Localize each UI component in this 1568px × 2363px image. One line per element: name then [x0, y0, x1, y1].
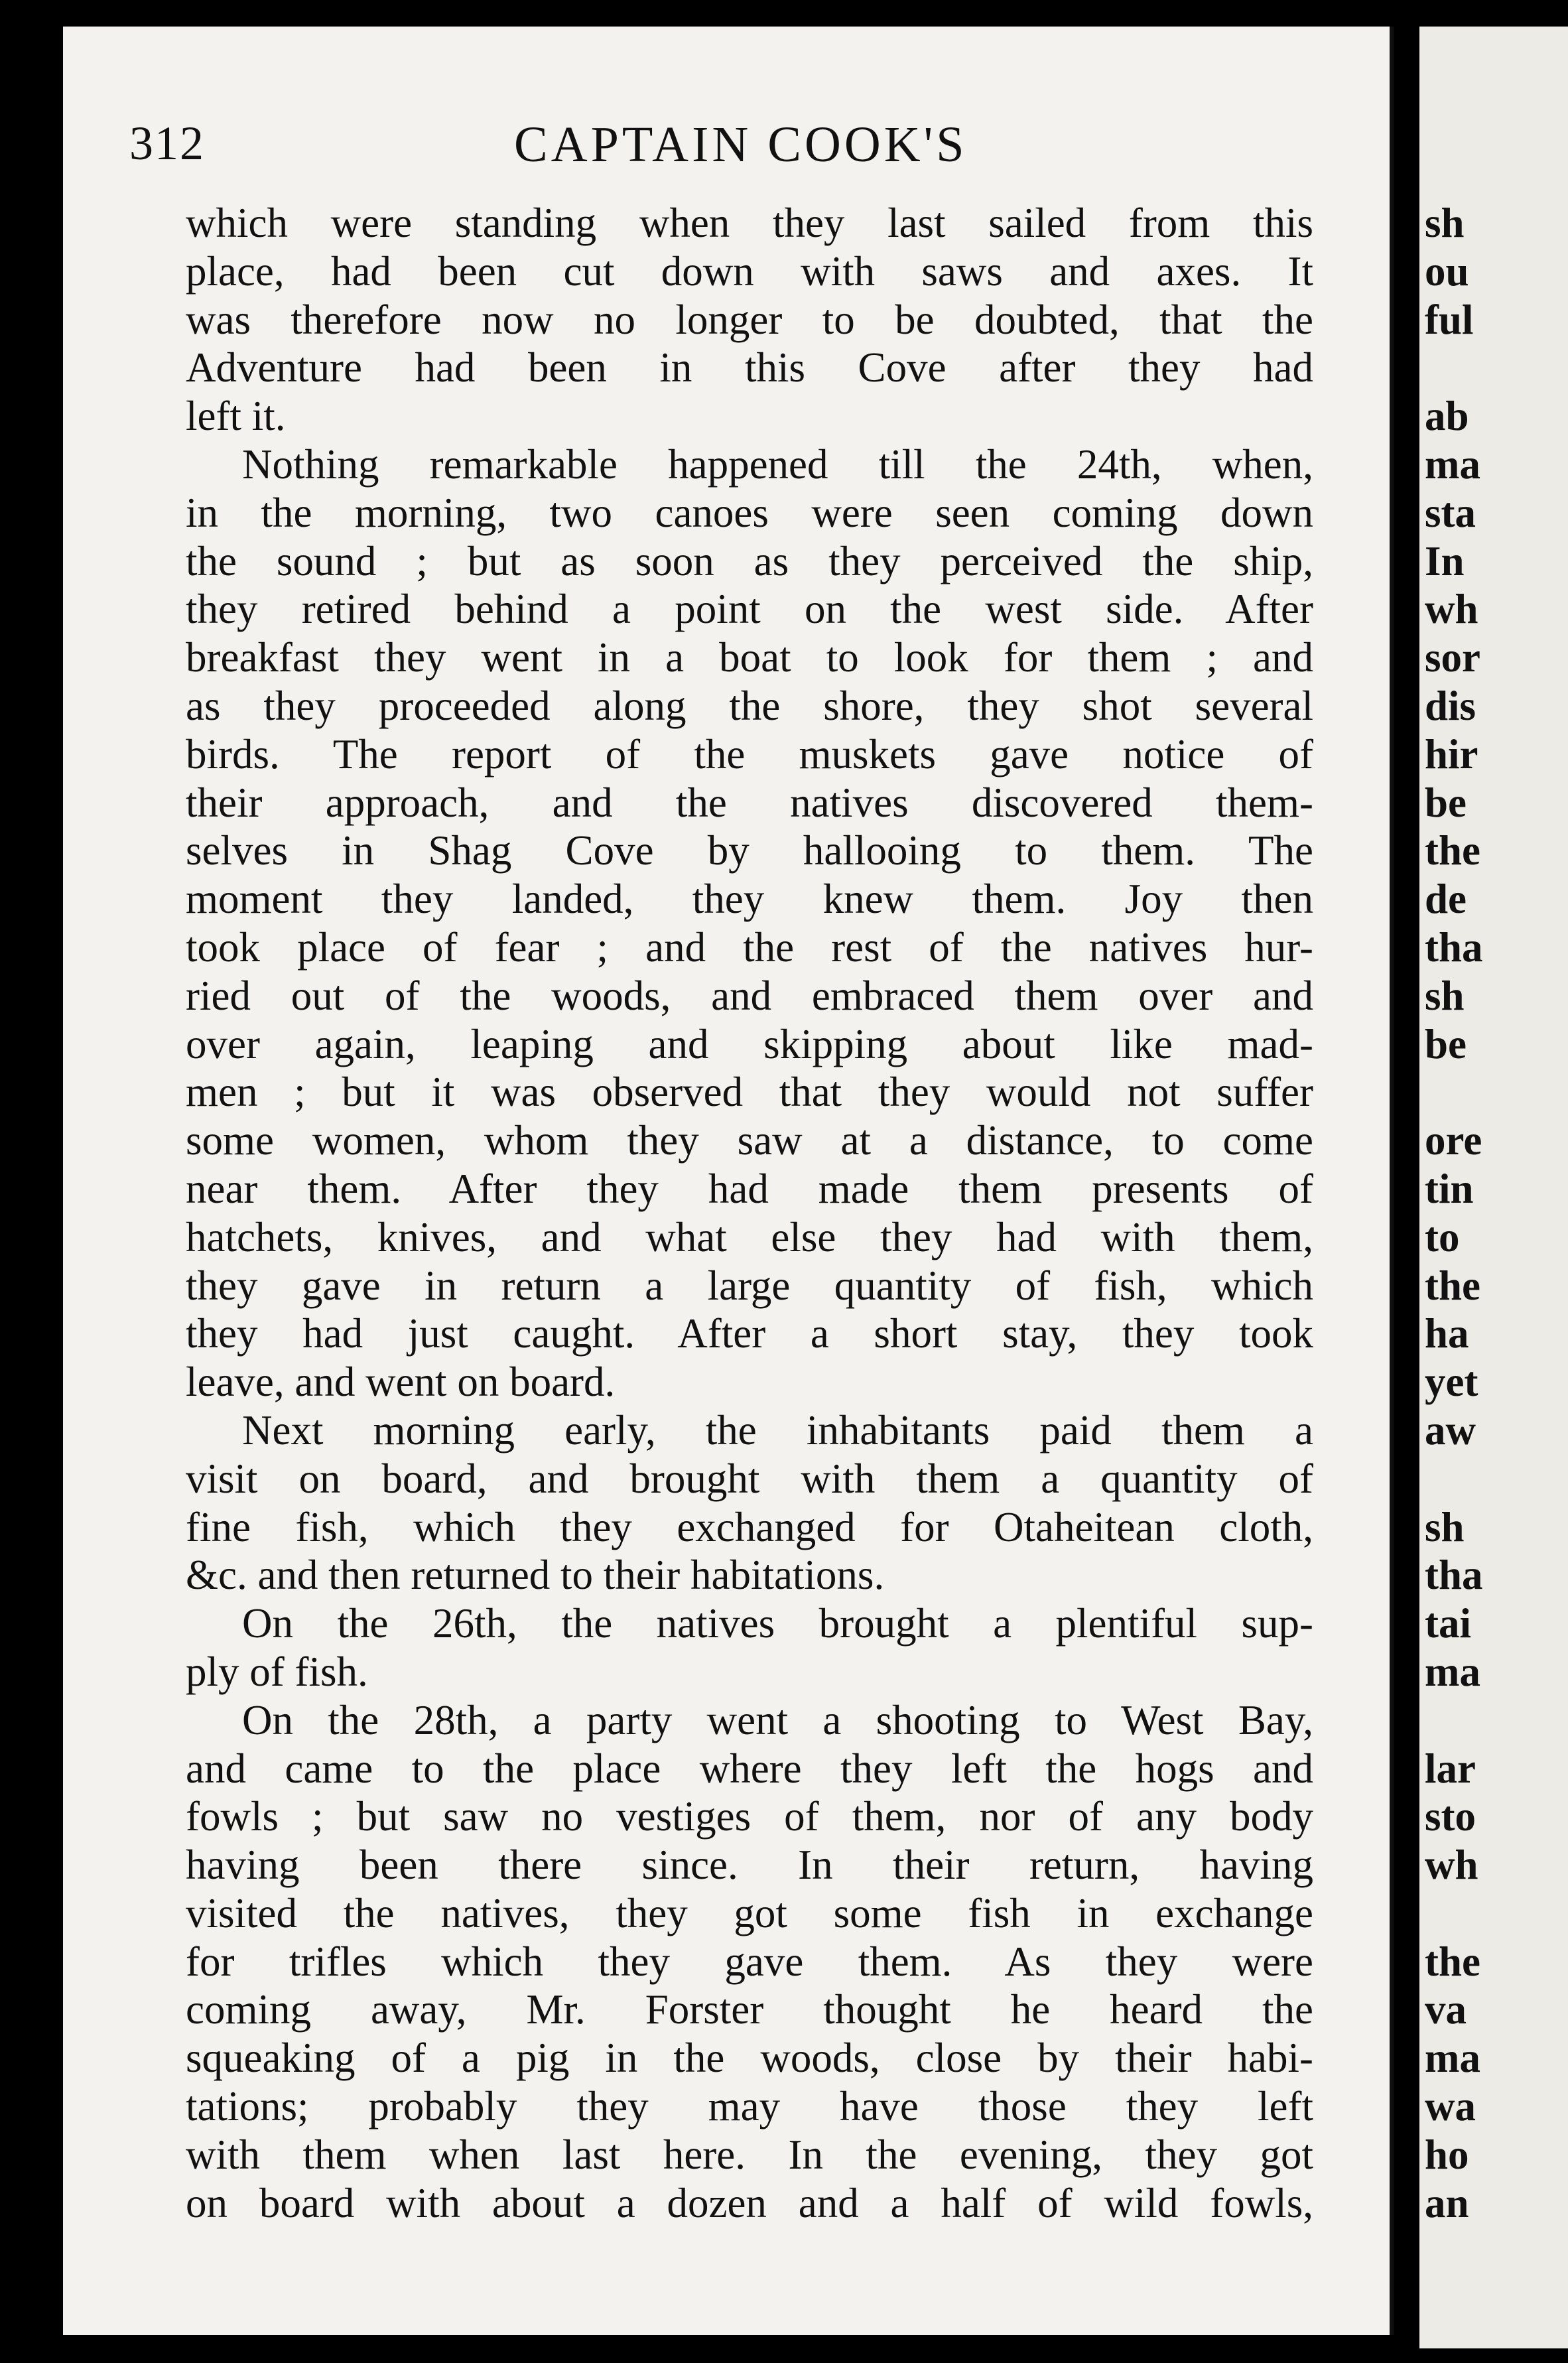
- page-number: 312: [129, 117, 205, 170]
- fragment-line: tai: [1425, 1600, 1471, 1647]
- fragment-line: tin: [1425, 1165, 1474, 1212]
- fragment-line: the: [1425, 1938, 1480, 1985]
- text-line: the sound ; but as soon as they perceived the ship,: [186, 537, 1313, 584]
- next-page-fragments: [1425, 199, 1568, 2227]
- fragment-line: [1425, 1068, 1568, 1116]
- text-line: moment they landed, they knew them. Joy then: [186, 876, 1313, 923]
- fragment-line: [1425, 344, 1568, 392]
- text-line: visit on board, and brought with them a quantity of: [186, 1455, 1313, 1502]
- text-line: &c. and then returned to their habitations.: [186, 1552, 885, 1599]
- running-title: CAPTAIN COOK'S: [514, 117, 968, 172]
- text-line: selves in Shag Cove by hallooing to them. The: [186, 827, 1313, 874]
- fragment-line: sto: [1425, 1793, 1476, 1840]
- fragment-line: ou: [1425, 247, 1469, 295]
- fragment-line: wh: [1425, 586, 1478, 633]
- fragment-line: dis: [1425, 682, 1476, 729]
- text-line: took place of fear ; and the rest of the natives hur-: [186, 923, 1313, 971]
- fragment-line: ma: [1425, 1648, 1480, 1695]
- text-line: with them when last here. In the evening, they got: [186, 2131, 1313, 2178]
- fragment-line: sh: [1425, 200, 1465, 246]
- fragment-line: In: [1425, 537, 1465, 584]
- page-header: [129, 116, 1330, 189]
- text-line: for trifles which they gave them. As they were: [186, 1938, 1313, 1985]
- text-line: ried out of the woods, and embraced them over and: [186, 972, 1313, 1019]
- text-line: men ; but it was observed that they would not suffer: [186, 1069, 1313, 1116]
- text-line: birds. The report of the muskets gave notice of: [186, 730, 1313, 777]
- text-line: visited the natives, they got some fish in exchange: [186, 1889, 1313, 1936]
- fragment-line: wh: [1425, 1842, 1478, 1889]
- text-line: tations; probably they may have those they left: [186, 2083, 1313, 2130]
- fragment-line: ma: [1425, 440, 1480, 488]
- fragment-line: the: [1425, 827, 1480, 874]
- fragment-line: sta: [1425, 489, 1476, 536]
- fragment-line: ore: [1425, 1117, 1482, 1164]
- fragment-line: sh: [1425, 1503, 1465, 1550]
- text-line: over again, leaping and skipping about like mad-: [186, 1020, 1313, 1067]
- fragment-line: yet: [1425, 1359, 1478, 1406]
- fragment-line: lar: [1425, 1745, 1476, 1792]
- text-line: their approach, and the natives discovered them-: [186, 779, 1313, 826]
- fragment-line: de: [1425, 876, 1467, 923]
- text-line: some women, whom they saw at a distance, to come: [186, 1117, 1313, 1164]
- body-text: [186, 199, 1313, 2227]
- fragment-line: sor: [1425, 634, 1480, 681]
- text-line: left it.: [186, 393, 286, 440]
- text-line: in the morning, two canoes were seen coming down: [186, 489, 1313, 536]
- fragment-line: sh: [1425, 972, 1465, 1019]
- text-line: they retired behind a point on the west side. After: [186, 586, 1313, 633]
- text-line: as they proceeded along the shore, they shot several: [186, 682, 1313, 729]
- text-line: Adventure had been in this Cove after they had: [186, 344, 1313, 391]
- fragment-line: aw: [1425, 1406, 1476, 1453]
- text-line: they had just caught. After a short stay, they took: [186, 1310, 1313, 1357]
- fragment-line: ha: [1425, 1310, 1469, 1357]
- text-line: squeaking of a pig in the woods, close by their habi-: [186, 2035, 1313, 2082]
- text-line: On the 28th, a party went a shooting to West Bay,: [242, 1696, 1313, 1743]
- fragment-line: ab: [1425, 393, 1469, 440]
- fragment-line: hir: [1425, 730, 1478, 777]
- text-line: leave, and went on board.: [186, 1359, 616, 1406]
- text-line: on board with about a dozen and a half of wild fowls,: [186, 2179, 1313, 2226]
- text-line: was therefore now no longer to be doubted, that the: [186, 296, 1313, 343]
- fragment-line: wa: [1425, 2083, 1476, 2130]
- fragment-line: ful: [1425, 296, 1474, 343]
- text-line: hatchets, knives, and what else they had with them,: [186, 1213, 1313, 1260]
- fragment-line: be: [1425, 1020, 1467, 1067]
- text-line: place, had been cut down with saws and axes. It: [186, 247, 1313, 295]
- fragment-line: ma: [1425, 2035, 1480, 2082]
- fragment-line: tha: [1425, 1552, 1483, 1599]
- text-line: near them. After they had made them presents of: [186, 1165, 1313, 1212]
- fragment-line: tha: [1425, 923, 1483, 971]
- fragment-line: the: [1425, 1262, 1480, 1309]
- text-line: ply of fish.: [186, 1648, 368, 1695]
- fragment-line: va: [1425, 1986, 1467, 2033]
- fragment-line: an: [1425, 2179, 1469, 2226]
- text-line: coming away, Mr. Forster thought he heard the: [186, 1986, 1313, 2033]
- text-line: On the 26th, the natives brought a plentiful sup-: [242, 1600, 1313, 1647]
- text-line: and came to the place where they left the hogs and: [186, 1745, 1313, 1792]
- fragment-line: be: [1425, 779, 1467, 826]
- text-line: breakfast they went in a boat to look for them ; and: [186, 634, 1313, 681]
- fragment-line: [1425, 1455, 1568, 1503]
- text-line: which were standing when they last sailed from this: [186, 200, 1313, 246]
- text-line: they gave in return a large quantity of fish, which: [186, 1262, 1313, 1309]
- fragment-line: to: [1425, 1213, 1460, 1260]
- fragment-line: [1425, 1696, 1568, 1745]
- text-line: Nothing remarkable happened till the 24th, when,: [242, 440, 1313, 488]
- text-line: fine fish, which they exchanged for Otaheitean cloth,: [186, 1503, 1313, 1550]
- fragment-line: ho: [1425, 2131, 1469, 2178]
- text-line: having been there since. In their return, having: [186, 1842, 1313, 1889]
- fragment-line: [1425, 1889, 1568, 1938]
- text-line: fowls ; but saw no vestiges of them, nor of any body: [186, 1793, 1313, 1840]
- text-line: Next morning early, the inhabitants paid them a: [242, 1406, 1313, 1453]
